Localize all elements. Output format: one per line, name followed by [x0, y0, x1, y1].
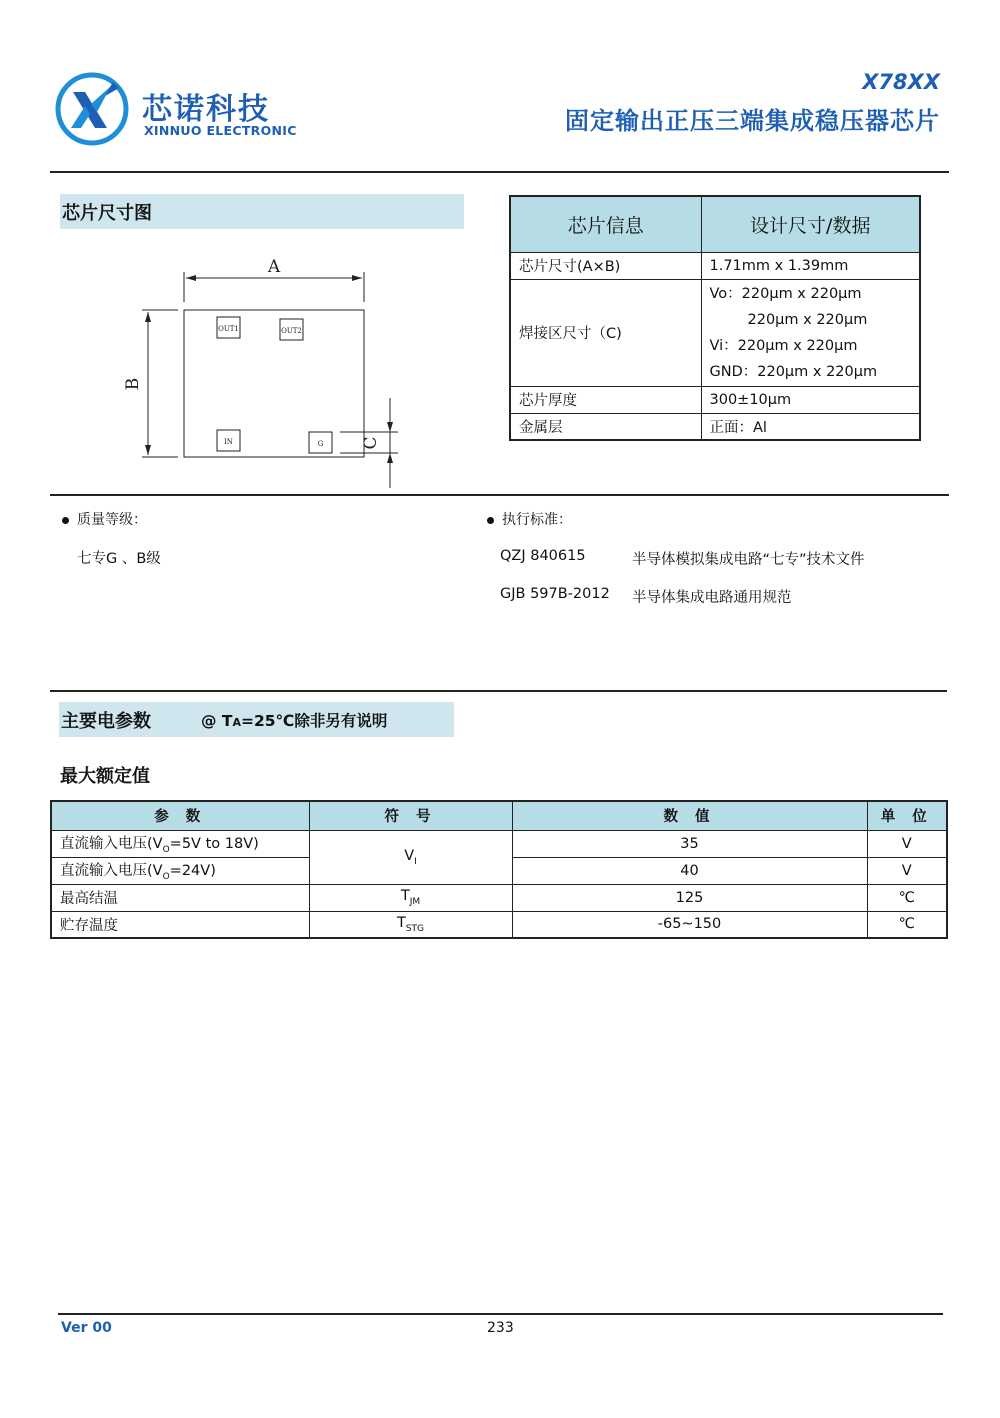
chip-size-label: 芯片尺寸(A×B) [510, 252, 701, 279]
param-name-text: =24V) [169, 863, 216, 880]
bullet-dot [62, 517, 69, 524]
symbol-main: V [404, 847, 415, 864]
quality-bullet [62, 509, 147, 529]
param-name-text: 直流输入电压(V [60, 836, 163, 853]
table-header-row [510, 196, 920, 252]
table-header-cell: 符 号 [309, 801, 512, 830]
standard-desc: 半导体集成电路通用规范 [632, 590, 792, 606]
dimension-b-label: B [123, 377, 143, 391]
standard-code: QZJ 840615 [500, 548, 586, 564]
symbol-main: T [396, 914, 406, 931]
chip-size-heading-text: 芯片尺寸图 [62, 202, 152, 224]
param-name: 最高结温 [51, 884, 309, 911]
table-row [510, 386, 920, 413]
pad-size-line: GND：220μm x 220μm [709, 363, 878, 380]
table-row [51, 911, 947, 938]
pad-size-values [701, 279, 920, 386]
bullet-dot [487, 517, 494, 524]
param-unit: V [867, 830, 947, 857]
param-name: 贮存温度 [51, 911, 309, 938]
standards-bullet [487, 509, 572, 529]
document-title: 固定输出正压三端集成稳压器芯片 [565, 107, 940, 135]
param-value: 125 [512, 884, 867, 911]
table-header-cell: 芯片信息 [510, 196, 701, 252]
table-header-row [51, 801, 947, 830]
max-ratings-heading: 最大额定值 [60, 766, 150, 787]
param-unit: V [867, 857, 947, 884]
param-symbol [309, 911, 512, 938]
standard-desc: 半导体模拟集成电路“七专”技术文件 [632, 552, 865, 568]
param-unit: ℃ [867, 911, 947, 938]
pad-g-label: G [317, 440, 324, 448]
param-name-text: 直流输入电压(V [60, 863, 163, 880]
dimension-c-label: C [361, 436, 381, 450]
page-number: 233 [487, 1320, 514, 1336]
param-name-sub: O [162, 844, 170, 855]
table-header-cell: 数 值 [512, 801, 867, 830]
param-name [51, 830, 309, 857]
brand-name-cn: 芯诺科技 [142, 92, 270, 127]
pad-out1-label: OUT1 [218, 325, 239, 333]
symbol-sub: JM [409, 896, 421, 907]
pad-size-label: 焊接区尺寸（C) [510, 279, 701, 386]
table-header-cell: 设计尺寸/数据 [701, 196, 920, 252]
chip-dimension-diagram [120, 250, 410, 495]
symbol-sub: STG [405, 923, 425, 934]
pad-size-line: Vi：220μm x 220μm [709, 337, 858, 354]
param-unit: ℃ [867, 884, 947, 911]
thickness-value: 300±10μm [701, 386, 920, 413]
section-divider [50, 494, 949, 496]
electrical-heading-text: 主要电参数 [61, 710, 151, 732]
table-row [510, 252, 920, 279]
param-value: 35 [512, 830, 867, 857]
standards-label: 执行标准： [502, 512, 572, 528]
pad-size-line: Vo：220μm x 220μm [709, 285, 862, 302]
param-value: -65~150 [512, 911, 867, 938]
test-condition-prefix: @ T [201, 711, 233, 730]
param-symbol [309, 884, 512, 911]
electrical-heading [59, 702, 454, 737]
header-divider [50, 171, 949, 173]
brand-name-en: XINNUO ELECTRONIC [144, 123, 297, 138]
table-row [51, 830, 947, 857]
company-logo [55, 72, 129, 146]
symbol-sub: I [414, 856, 417, 867]
quality-value: 七专G 、B级 [77, 551, 161, 567]
pad-size-line: 220μm x 220μm [747, 311, 868, 328]
thickness-label: 芯片厚度 [510, 386, 701, 413]
chip-info-table [509, 195, 921, 441]
metal-value: 正面：Al [701, 413, 920, 440]
table-header-cell: 参 数 [51, 801, 309, 830]
model-number: X78XX [862, 70, 940, 94]
param-name-text: =5V to 18V) [169, 836, 259, 853]
test-condition [201, 709, 387, 731]
pad-out2-label: OUT2 [281, 327, 302, 335]
test-condition-suffix: =25℃除非另有说明 [241, 711, 388, 730]
chip-size-heading [60, 194, 464, 229]
test-condition-sub: A [232, 715, 241, 729]
table-row [51, 884, 947, 911]
pad-in-label: IN [224, 438, 233, 446]
param-name [51, 857, 309, 884]
table-row [510, 413, 920, 440]
symbol-main: T [400, 888, 410, 905]
standard-code: GJB 597B-2012 [500, 586, 610, 602]
param-value: 40 [512, 857, 867, 884]
metal-label: 金属层 [510, 413, 701, 440]
dimension-a-label: A [267, 257, 281, 277]
max-ratings-table [50, 800, 948, 939]
param-name-sub: O [162, 871, 170, 882]
footer-divider [58, 1313, 943, 1315]
version-label: Ver 00 [61, 1320, 112, 1336]
chip-size-value: 1.71mm x 1.39mm [701, 252, 920, 279]
section-divider [50, 690, 947, 692]
table-header-cell: 单 位 [867, 801, 947, 830]
param-symbol [309, 830, 512, 884]
quality-label: 质量等级： [77, 512, 147, 528]
table-row [510, 279, 920, 386]
